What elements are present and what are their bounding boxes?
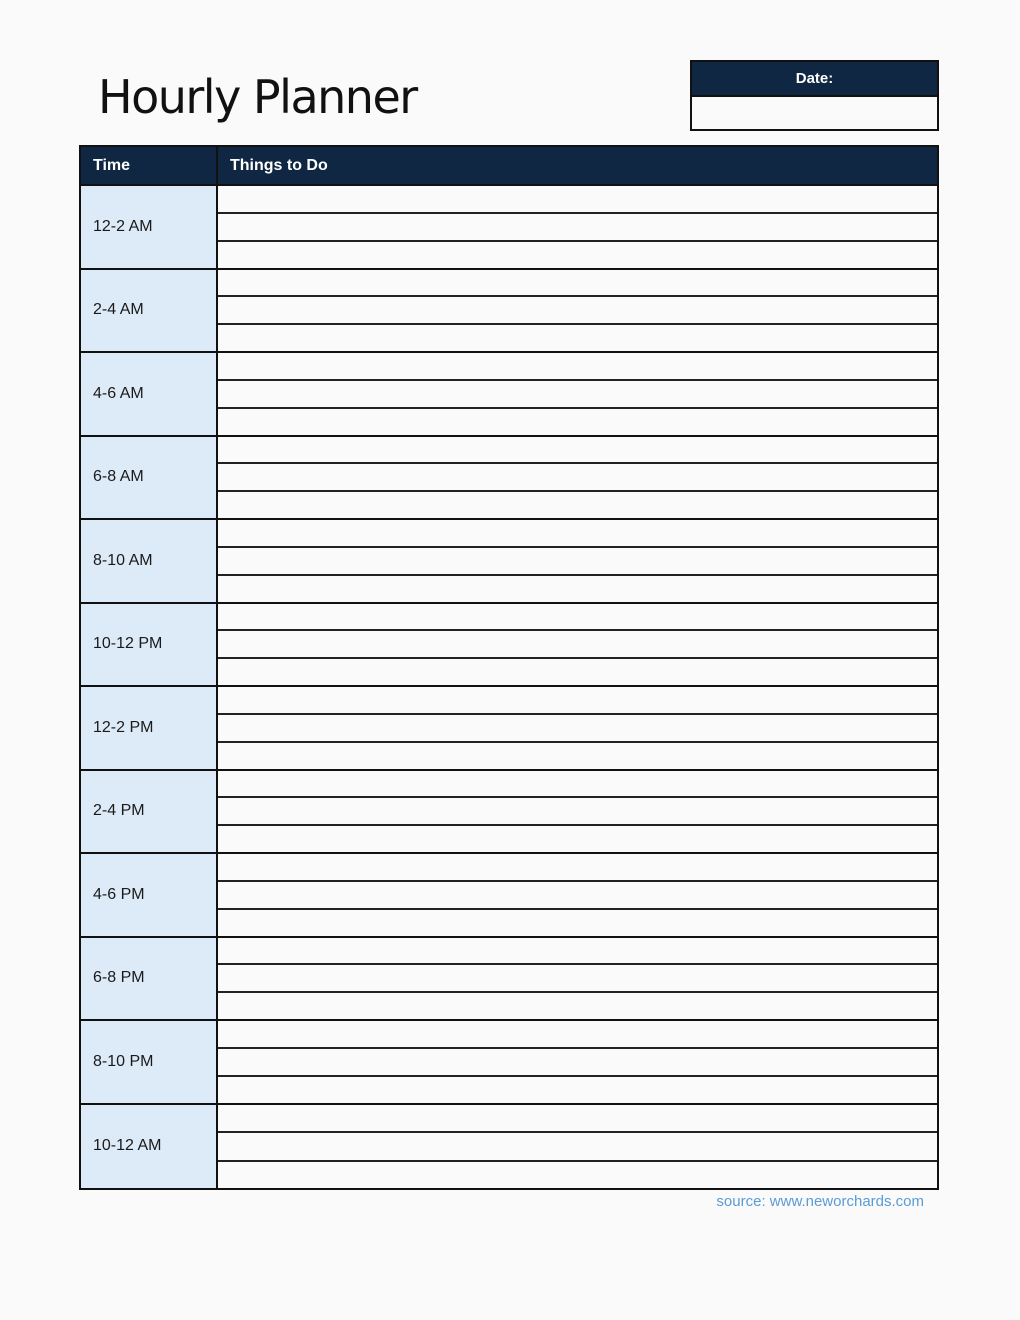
todo-lines <box>218 771 937 853</box>
time-slot-label: 6-8 AM <box>81 437 218 519</box>
todo-entry-line[interactable] <box>218 1133 937 1162</box>
todo-entry-line[interactable] <box>218 715 937 743</box>
todo-entry-line[interactable] <box>218 659 937 685</box>
todo-entry-line[interactable] <box>218 604 937 632</box>
date-box <box>690 60 939 131</box>
time-slot-row <box>81 854 937 938</box>
header-things-to-do: Things to Do <box>230 156 328 174</box>
todo-entry-line[interactable] <box>218 687 937 715</box>
planner-table <box>79 145 939 1190</box>
todo-lines <box>218 604 937 686</box>
todo-lines <box>218 437 937 519</box>
time-slot-row <box>81 938 937 1022</box>
todo-lines <box>218 1021 937 1103</box>
todo-entry-line[interactable] <box>218 1162 937 1189</box>
todo-entry-line[interactable] <box>218 214 937 242</box>
time-slot-label: 2-4 PM <box>81 771 218 853</box>
time-slot-label: 12-2 AM <box>81 186 218 268</box>
time-slot-row <box>81 353 937 437</box>
table-header <box>81 147 937 186</box>
time-slot-row <box>81 1021 937 1105</box>
time-slot-label: 4-6 AM <box>81 353 218 435</box>
time-slot-row <box>81 186 937 270</box>
todo-lines <box>218 938 937 1020</box>
todo-entry-line[interactable] <box>218 743 937 769</box>
time-slot-row <box>81 437 937 521</box>
todo-lines <box>218 1105 937 1189</box>
todo-entry-line[interactable] <box>218 1021 937 1049</box>
todo-lines <box>218 854 937 936</box>
todo-entry-line[interactable] <box>218 826 937 852</box>
todo-entry-line[interactable] <box>218 381 937 409</box>
source-link[interactable]: source: www.neworchards.com <box>716 1193 924 1210</box>
todo-entry-line[interactable] <box>218 270 937 298</box>
todo-entry-line[interactable] <box>218 548 937 576</box>
time-slot-label: 6-8 PM <box>81 938 218 1020</box>
todo-entry-line[interactable] <box>218 798 937 826</box>
todo-lines <box>218 186 937 268</box>
time-slot-row <box>81 604 937 688</box>
time-slot-label: 8-10 PM <box>81 1021 218 1103</box>
todo-entry-line[interactable] <box>218 1049 937 1077</box>
time-slot-row <box>81 687 937 771</box>
time-slot-row <box>81 270 937 354</box>
todo-entry-line[interactable] <box>218 520 937 548</box>
date-label: Date: <box>692 62 937 97</box>
todo-entry-line[interactable] <box>218 938 937 966</box>
todo-entry-line[interactable] <box>218 910 937 936</box>
todo-entry-line[interactable] <box>218 854 937 882</box>
time-slot-label: 10-12 PM <box>81 604 218 686</box>
todo-lines <box>218 520 937 602</box>
todo-entry-line[interactable] <box>218 242 937 268</box>
todo-entry-line[interactable] <box>218 409 937 435</box>
todo-entry-line[interactable] <box>218 1105 937 1134</box>
todo-lines <box>218 687 937 769</box>
todo-entry-line[interactable] <box>218 993 937 1019</box>
time-slot-row <box>81 520 937 604</box>
time-slot-row <box>81 1105 937 1189</box>
todo-entry-line[interactable] <box>218 325 937 351</box>
header-time: Time <box>81 147 218 184</box>
todo-entry-line[interactable] <box>218 965 937 993</box>
date-field[interactable] <box>692 97 937 129</box>
table-body <box>81 186 937 1188</box>
todo-entry-line[interactable] <box>218 353 937 381</box>
todo-entry-line[interactable] <box>218 492 937 518</box>
todo-entry-line[interactable] <box>218 631 937 659</box>
todo-entry-line[interactable] <box>218 771 937 799</box>
todo-entry-line[interactable] <box>218 576 937 602</box>
page-title: Hourly Planner <box>98 70 417 124</box>
todo-lines <box>218 270 937 352</box>
todo-entry-line[interactable] <box>218 882 937 910</box>
todo-entry-line[interactable] <box>218 437 937 465</box>
time-slot-label: 12-2 PM <box>81 687 218 769</box>
todo-entry-line[interactable] <box>218 464 937 492</box>
time-slot-label: 8-10 AM <box>81 520 218 602</box>
time-slot-label: 4-6 PM <box>81 854 218 936</box>
time-slot-label: 2-4 AM <box>81 270 218 352</box>
todo-entry-line[interactable] <box>218 186 937 214</box>
todo-lines <box>218 353 937 435</box>
todo-entry-line[interactable] <box>218 297 937 325</box>
time-slot-label: 10-12 AM <box>81 1105 218 1189</box>
todo-entry-line[interactable] <box>218 1077 937 1103</box>
time-slot-row <box>81 771 937 855</box>
